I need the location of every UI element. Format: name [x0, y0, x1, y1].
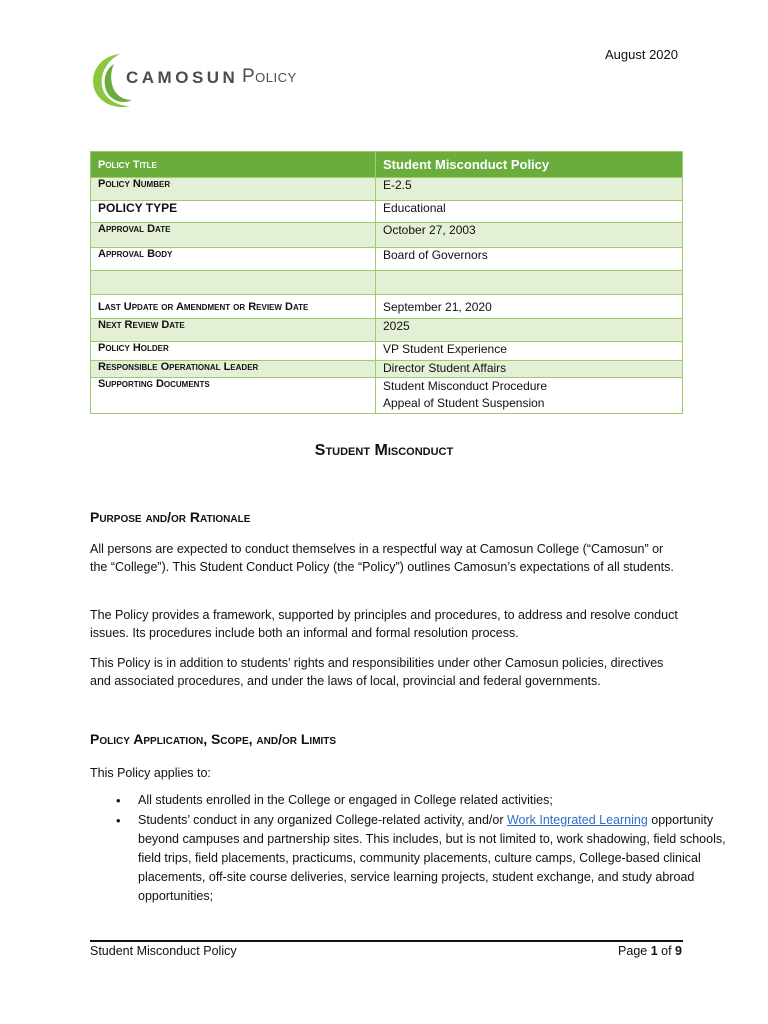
policy-metadata-table [90, 151, 683, 414]
page-date: August 2020 [604, 47, 678, 62]
row-value: 2025 [376, 319, 683, 342]
row-value: Director Student Affairs [376, 361, 683, 378]
row-key: Approval Body [91, 248, 376, 271]
table-row [91, 342, 683, 361]
row-key: POLICY TYPE [91, 201, 376, 223]
list-item: • All students enrolled in the College or engaged in College related activities; [138, 791, 728, 810]
section-heading-purpose: Purpose and/or Rationale [90, 509, 251, 525]
supporting-doc-1: Student Misconduct Procedure [383, 379, 548, 393]
table-row [91, 178, 683, 201]
work-integrated-learning-link[interactable]: Work Integrated Learning [506, 813, 648, 827]
table-row [91, 361, 683, 378]
paragraph: All persons are expected to conduct themselves in a respectful way at Camosun College (“Camosun” or the “College”). This Student Conduct Policy (the “Policy”) outlines Camosun’s expectations of all students. [90, 542, 674, 574]
row-value: October 27, 2003 [376, 223, 683, 248]
row-value: VP Student Experience [376, 342, 683, 361]
row-key: Policy Title [91, 152, 376, 178]
row-key: Policy Holder [91, 342, 376, 361]
application-list [90, 791, 728, 907]
row-key: Last Update or Amendment or Review Date [91, 295, 376, 319]
table-row [91, 378, 683, 414]
row-value: E-2.5 [376, 178, 683, 201]
document-title: Student Misconduct [314, 442, 454, 459]
footer-doc-name: Student Misconduct Policy [90, 944, 237, 958]
list-item-text: opportunity beyond campuses and partnership sites. This includes, but is not limited to, work shadowing, field schools, field trips, field placements, practicums, community placements, culture camps, College-based clinical placements, off-site course deliveries, service learning projects, student exchange, and study abroad opportunities; [138, 813, 726, 903]
row-key: Approval Date [91, 223, 376, 248]
row-value: September 21, 2020 [376, 295, 683, 319]
table-row [91, 319, 683, 342]
camosun-logo [90, 50, 330, 112]
row-key: Policy Number [91, 178, 376, 201]
supporting-doc-2: Appeal of Student Suspension [383, 396, 545, 410]
paragraph: This Policy is in addition to students’ rights and responsibilities under other Camosun policies, directives and associated procedures, and under the laws of local, provincial and federal governments. [90, 656, 664, 688]
page-current: 1 [650, 944, 658, 958]
section-heading-application: Policy Application, Scope, and/or Limits [90, 731, 337, 747]
page-word: Page [618, 944, 651, 958]
paragraph: This Policy applies to: [90, 766, 211, 780]
footer-divider [90, 940, 683, 942]
page-total: 9 [675, 944, 682, 958]
table-row [91, 152, 683, 178]
row-key: Responsible Operational Leader [91, 361, 376, 378]
list-item [138, 811, 728, 906]
table-row [91, 248, 683, 271]
logo-wordmark: CAMOSUN [126, 68, 239, 87]
table-row [91, 223, 683, 248]
row-value: Student Misconduct Policy [376, 152, 683, 178]
page-number [618, 944, 682, 958]
row-value: Board of Governors [376, 248, 683, 271]
row-key: Next Review Date [91, 319, 376, 342]
list-item-text: Students’ conduct in any organized College-related activity, and/or [138, 813, 507, 827]
row-value [376, 271, 683, 295]
logo-policy-word: Policy [242, 66, 297, 87]
table-row [91, 271, 683, 295]
row-key [91, 271, 376, 295]
page-of: of [657, 944, 676, 958]
table-row [91, 295, 683, 319]
row-key: Supporting Documents [91, 378, 376, 414]
table-row [91, 201, 683, 223]
row-value [376, 378, 683, 414]
paragraph: The Policy provides a framework, supported by principles and procedures, to address and resolve conduct issues. Its procedures include both an informal and formal resolution process. [90, 608, 678, 640]
row-value: Educational [376, 201, 683, 223]
